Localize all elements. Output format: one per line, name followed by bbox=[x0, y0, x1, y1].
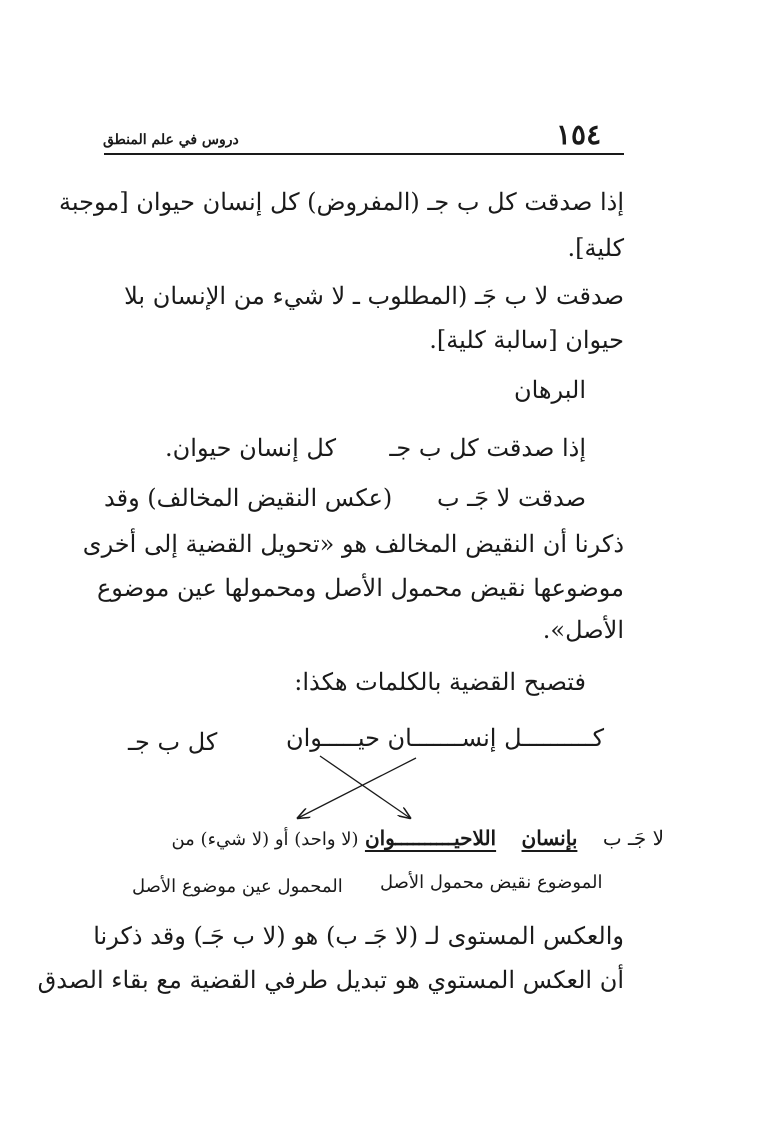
paragraph-line: حيوان [سالبة كلية]. bbox=[429, 326, 624, 354]
diagram-top-words: كــــــــــل إنســـــــان حيـــــوان bbox=[286, 724, 605, 752]
closing-line: أن العكس المستوي هو تبديل طرفي القضية مع بقاء الصدق bbox=[37, 966, 624, 994]
paragraph-line: موضوعها نقيض محمول الأصل ومحمولها عين موضوع bbox=[96, 574, 624, 602]
diagram-bottom-row bbox=[108, 826, 664, 850]
arrow-right bbox=[320, 756, 410, 818]
bottom-formula: لا جَـ ب bbox=[602, 826, 664, 850]
paragraph-line: صدقت لا ب جَـ (المطلوب ـ لا شيء من الإنسان بلا bbox=[124, 282, 624, 310]
bottom-prefix: (لا واحد) أو (لا شيء) من bbox=[171, 829, 359, 850]
proof-heading: البرهان bbox=[513, 376, 586, 404]
diagram-top-formula: كل ب جـ bbox=[128, 728, 218, 756]
label-predicate: المحمول عين موضوع الأصل bbox=[132, 876, 343, 897]
premise-b-note: (عكس النقيض المخالف) وقد bbox=[104, 484, 393, 512]
paragraph-line: ذكرنا أن النقيض المخالف هو «تحويل القضية إلى أخرى bbox=[82, 530, 624, 558]
bottom-word-lahayawan: اللاحيــــــــــوان bbox=[364, 826, 497, 850]
paragraph-line: فتصبح القضية بالكلمات هكذا: bbox=[294, 668, 586, 696]
book-title: دروس في علم المنطق bbox=[103, 132, 239, 148]
closing-line: والعكس المستوى لـ (لا جَـ ب) هو (لا ب جَـ) وقد ذكرنا bbox=[93, 922, 624, 950]
bottom-word-insan: بإنسان bbox=[521, 826, 578, 850]
premise-a: إذا صدقت كل ب جـ bbox=[389, 434, 586, 462]
paragraph-line: كلية]. bbox=[567, 234, 624, 262]
arrow-left bbox=[298, 758, 416, 818]
paragraph-line: إذا صدقت كل ب جـ (المفروض) كل إنسان حيوان [موجبة bbox=[59, 188, 624, 216]
premise-b: صدقت لا جَـ ب bbox=[436, 484, 586, 512]
label-subject: الموضوع نقيض محمول الأصل bbox=[380, 872, 603, 893]
page-number: ١٥٤ bbox=[556, 118, 602, 151]
premise-a-example: كل إنسان حيوان. bbox=[165, 434, 336, 462]
paragraph-line: الأصل». bbox=[542, 616, 624, 644]
